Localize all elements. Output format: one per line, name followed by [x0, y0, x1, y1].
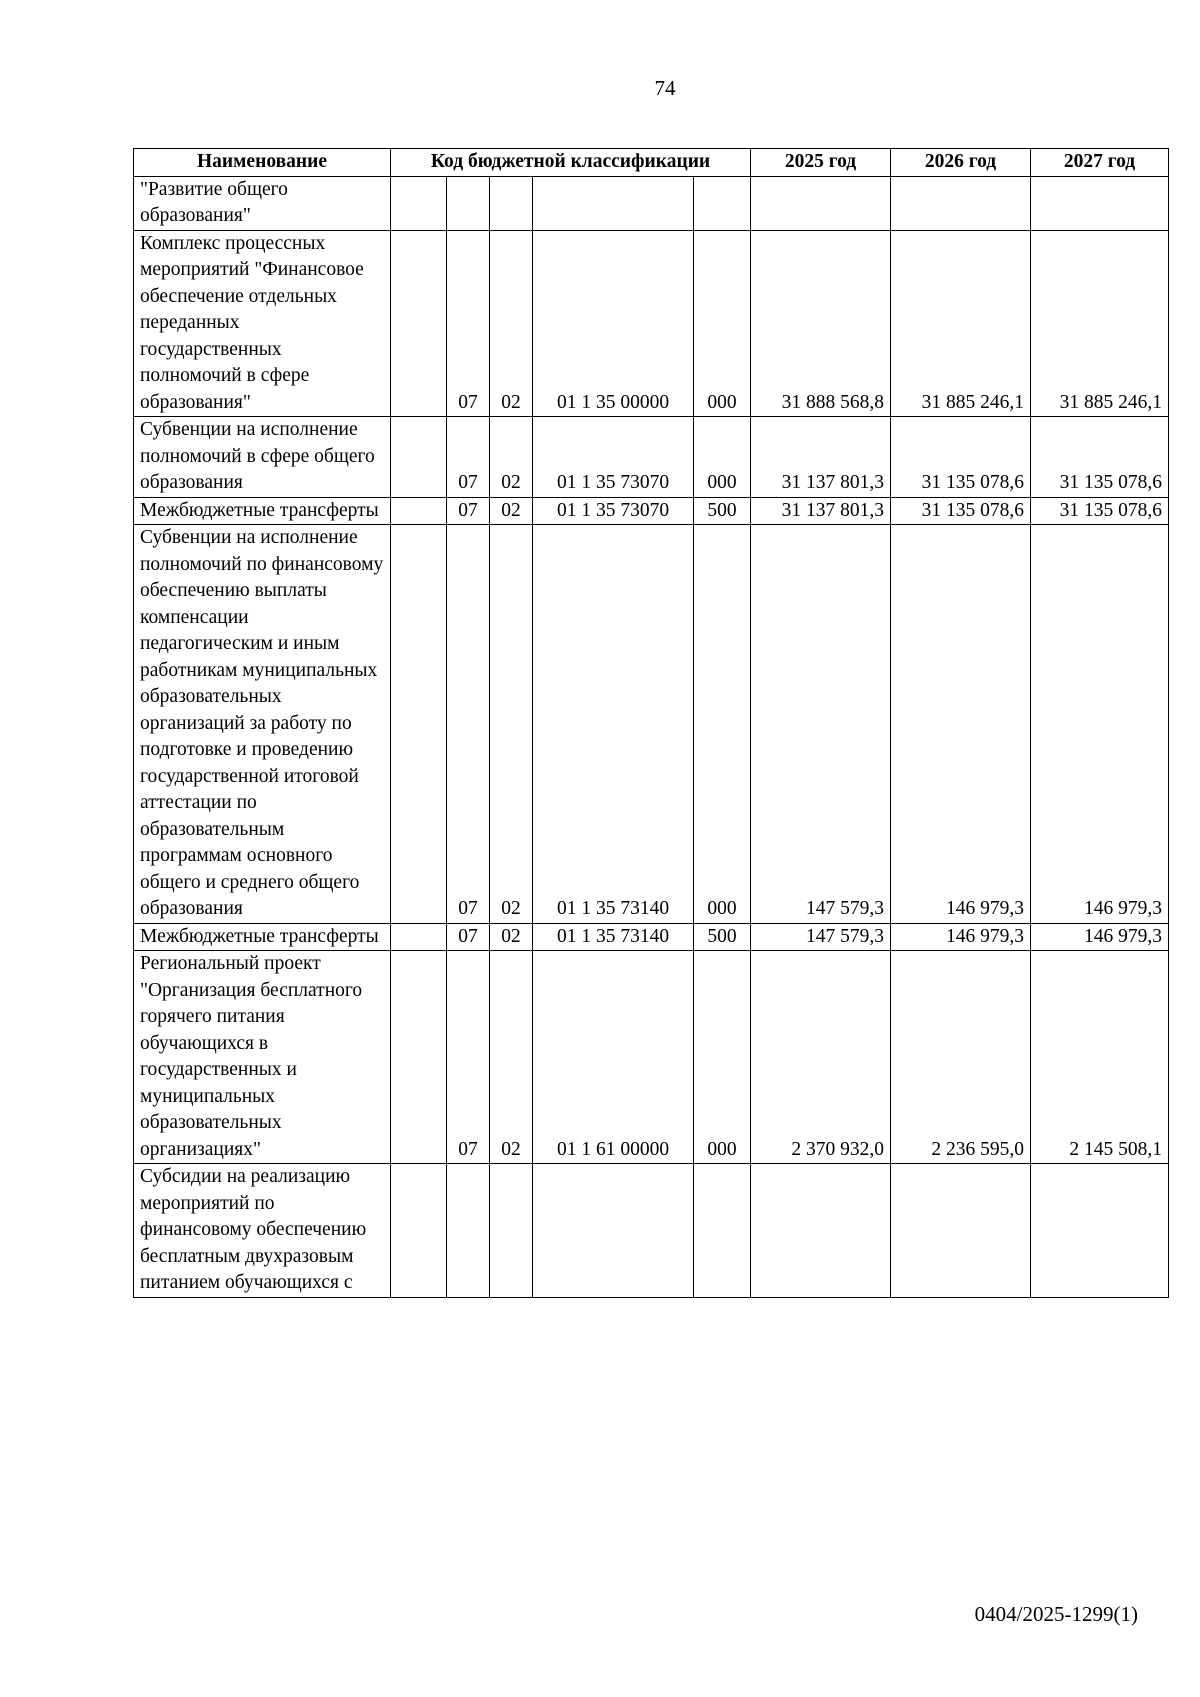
code-part-1	[391, 417, 447, 498]
amount-2025: 2 370 932,0	[751, 951, 891, 1164]
amount-2026	[891, 1164, 1031, 1298]
row-name: Региональный проект "Организация бесплатного горячего питания обучающихся в государственных и муниципальных образовательных организациях"	[134, 951, 391, 1164]
code-subsection	[490, 1164, 533, 1298]
amount-2026: 146 979,3	[891, 923, 1031, 951]
amount-2026: 31 135 078,6	[891, 417, 1031, 498]
amount-2027	[1031, 176, 1169, 230]
amount-2027: 146 979,3	[1031, 923, 1169, 951]
row-name: Межбюджетные трансферты	[134, 923, 391, 951]
table-row	[134, 176, 1169, 230]
amount-2027: 31 135 078,6	[1031, 417, 1169, 498]
page-number: 74	[654, 76, 676, 100]
amount-2027: 146 979,3	[1031, 525, 1169, 924]
code-expense-type: 500	[694, 497, 751, 525]
amount-2025	[751, 1164, 891, 1298]
amount-2027: 31 885 246,1	[1031, 230, 1169, 417]
code-section: 07	[447, 525, 490, 924]
code-expense-type: 000	[694, 951, 751, 1164]
code-part-1	[391, 923, 447, 951]
code-target-article	[533, 176, 694, 230]
table-row	[134, 230, 1169, 417]
header-2025: 2025 год	[751, 149, 891, 177]
code-part-1	[391, 1164, 447, 1298]
code-part-1	[391, 497, 447, 525]
row-name: Межбюджетные трансферты	[134, 497, 391, 525]
code-section: 07	[447, 951, 490, 1164]
amount-2026	[891, 176, 1031, 230]
code-part-1	[391, 176, 447, 230]
amount-2025: 31 137 801,3	[751, 497, 891, 525]
code-expense-type	[694, 176, 751, 230]
code-target-article	[533, 1164, 694, 1298]
code-part-1	[391, 525, 447, 924]
code-expense-type: 500	[694, 923, 751, 951]
code-subsection: 02	[490, 230, 533, 417]
table-row	[134, 1164, 1169, 1298]
budget-table	[133, 148, 1169, 1298]
code-part-1	[391, 230, 447, 417]
row-name: Субвенции на исполнение полномочий в сфере общего образования	[134, 417, 391, 498]
row-name: Субсидии на реализацию мероприятий по финансовому обеспечению бесплатным двухразовым питанием обучающихся с	[134, 1164, 391, 1298]
code-expense-type	[694, 1164, 751, 1298]
code-subsection: 02	[490, 923, 533, 951]
amount-2025: 147 579,3	[751, 525, 891, 924]
code-target-article: 01 1 35 73140	[533, 923, 694, 951]
amount-2026: 31 135 078,6	[891, 497, 1031, 525]
amount-2027	[1031, 1164, 1169, 1298]
header-code: Код бюджетной классификации	[391, 149, 751, 177]
code-expense-type: 000	[694, 230, 751, 417]
code-part-1	[391, 951, 447, 1164]
amount-2025	[751, 176, 891, 230]
amount-2025: 147 579,3	[751, 923, 891, 951]
amount-2025: 31 888 568,8	[751, 230, 891, 417]
table-row	[134, 417, 1169, 498]
amount-2026: 31 885 246,1	[891, 230, 1031, 417]
header-row	[134, 149, 1169, 177]
header-2027: 2027 год	[1031, 149, 1169, 177]
code-target-article: 01 1 61 00000	[533, 951, 694, 1164]
code-section: 07	[447, 417, 490, 498]
code-target-article: 01 1 35 73070	[533, 417, 694, 498]
document-code: 0404/2025-1299(1)	[974, 1602, 1138, 1626]
code-subsection: 02	[490, 951, 533, 1164]
code-subsection: 02	[490, 497, 533, 525]
table-row	[134, 923, 1169, 951]
code-subsection: 02	[490, 525, 533, 924]
amount-2025: 31 137 801,3	[751, 417, 891, 498]
amount-2026: 2 236 595,0	[891, 951, 1031, 1164]
table-row	[134, 525, 1169, 924]
code-target-article: 01 1 35 00000	[533, 230, 694, 417]
table-row	[134, 951, 1169, 1164]
code-section	[447, 1164, 490, 1298]
code-section	[447, 176, 490, 230]
row-name: Комплекс процессных мероприятий "Финансовое обеспечение отдельных переданных государственных полномочий в сфере образования"	[134, 230, 391, 417]
amount-2027: 2 145 508,1	[1031, 951, 1169, 1164]
header-name: Наименование	[134, 149, 391, 177]
code-section: 07	[447, 230, 490, 417]
row-name: Субвенции на исполнение полномочий по финансовому обеспечению выплаты компенсации педагогическим и иным работникам муниципальных образовательных организаций за работу по подготовке и проведению государственной итоговой аттестации по образовательным программам основного общего и среднего общего образования	[134, 525, 391, 924]
code-target-article: 01 1 35 73070	[533, 497, 694, 525]
amount-2026: 146 979,3	[891, 525, 1031, 924]
code-section: 07	[447, 497, 490, 525]
code-target-article: 01 1 35 73140	[533, 525, 694, 924]
code-expense-type: 000	[694, 417, 751, 498]
amount-2027: 31 135 078,6	[1031, 497, 1169, 525]
header-2026: 2026 год	[891, 149, 1031, 177]
row-name: "Развитие общего образования"	[134, 176, 391, 230]
table-row	[134, 497, 1169, 525]
code-section: 07	[447, 923, 490, 951]
code-subsection	[490, 176, 533, 230]
code-expense-type: 000	[694, 525, 751, 924]
code-subsection: 02	[490, 417, 533, 498]
